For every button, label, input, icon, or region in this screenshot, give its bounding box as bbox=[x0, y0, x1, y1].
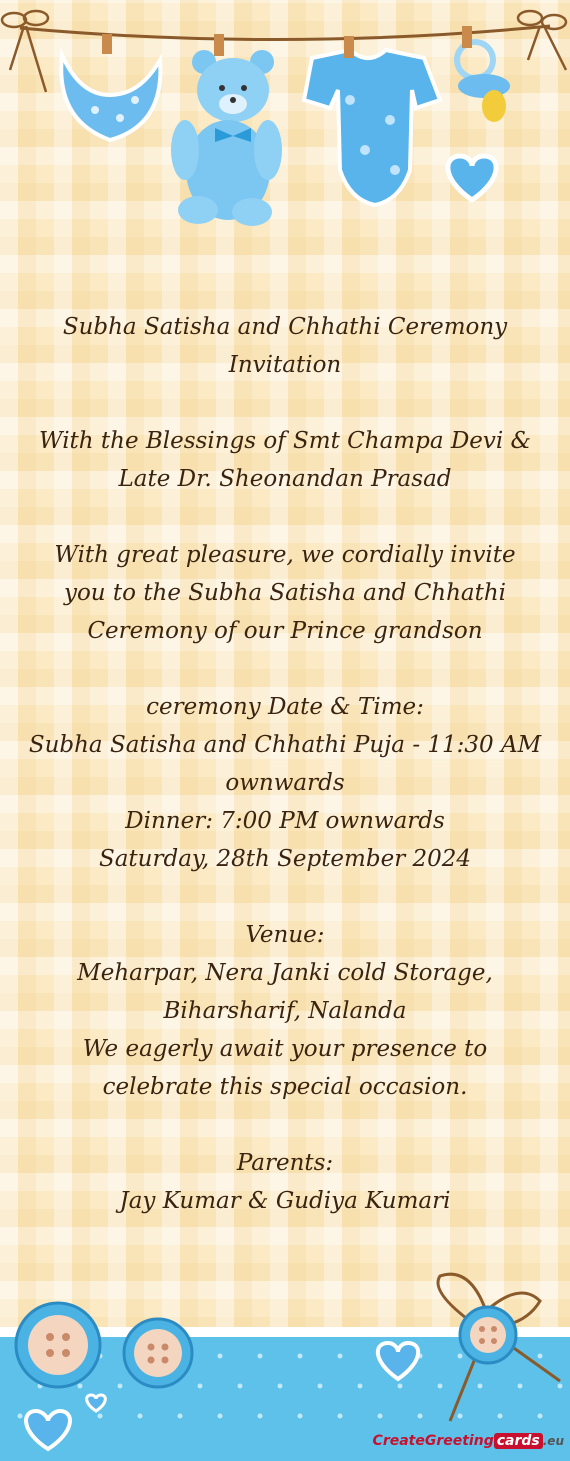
blessings-line: With the Blessings of Smt Champa Devi & bbox=[38, 428, 532, 454]
button-icon bbox=[16, 1303, 100, 1387]
button-icon bbox=[124, 1319, 192, 1387]
venue-heading: Venue: bbox=[245, 922, 325, 948]
await-line: We eagerly await your presence to bbox=[82, 1036, 488, 1062]
invite-line: Ceremony of our Prince grandson bbox=[87, 618, 483, 644]
await-line: celebrate this special occasion. bbox=[102, 1074, 468, 1100]
venue-address-cont: Biharsharif, Nalanda bbox=[163, 998, 407, 1024]
blessings-line: Late Dr. Sheonandan Prasad bbox=[118, 466, 452, 492]
parents-names: Jay Kumar & Gudiya Kumari bbox=[119, 1188, 451, 1214]
baby-onesie-icon bbox=[304, 36, 440, 205]
dinner-time: Dinner: 7:00 PM ownwards bbox=[125, 808, 445, 834]
parents-heading: Parents: bbox=[236, 1150, 334, 1176]
rope-bow-left bbox=[2, 11, 48, 92]
baby-bib-icon bbox=[61, 34, 160, 140]
datetime-heading: ceremony Date & Time: bbox=[146, 694, 424, 720]
pacifier-icon bbox=[457, 26, 510, 122]
invitation-title-cont: Invitation bbox=[228, 352, 342, 378]
brand-cards: cards bbox=[494, 1433, 543, 1449]
invite-line: you to the Subha Satisha and Chhathi bbox=[63, 580, 507, 606]
rope-bow-right bbox=[518, 11, 566, 70]
invitation-text bbox=[20, 308, 550, 1220]
brand-name: CreateGreeting bbox=[372, 1433, 494, 1449]
invite-line: With great pleasure, we cordially invite bbox=[54, 542, 516, 568]
brand-logo bbox=[373, 1433, 564, 1449]
brand-suffix: .eu bbox=[542, 1434, 564, 1448]
venue-address: Meharpar, Nera Janki cold Storage, bbox=[77, 960, 493, 986]
teddy-bear-icon bbox=[171, 34, 282, 226]
puja-time: Subha Satisha and Chhathi Puja - 11:30 AM bbox=[28, 732, 542, 758]
clothesline-illustration bbox=[0, 0, 570, 250]
invitation-title: Subha Satisha and Chhathi Ceremony bbox=[62, 314, 508, 340]
heart-icon bbox=[448, 156, 496, 200]
event-date: Saturday, 28th September 2024 bbox=[98, 846, 472, 872]
puja-time-cont: ownwards bbox=[225, 770, 345, 796]
